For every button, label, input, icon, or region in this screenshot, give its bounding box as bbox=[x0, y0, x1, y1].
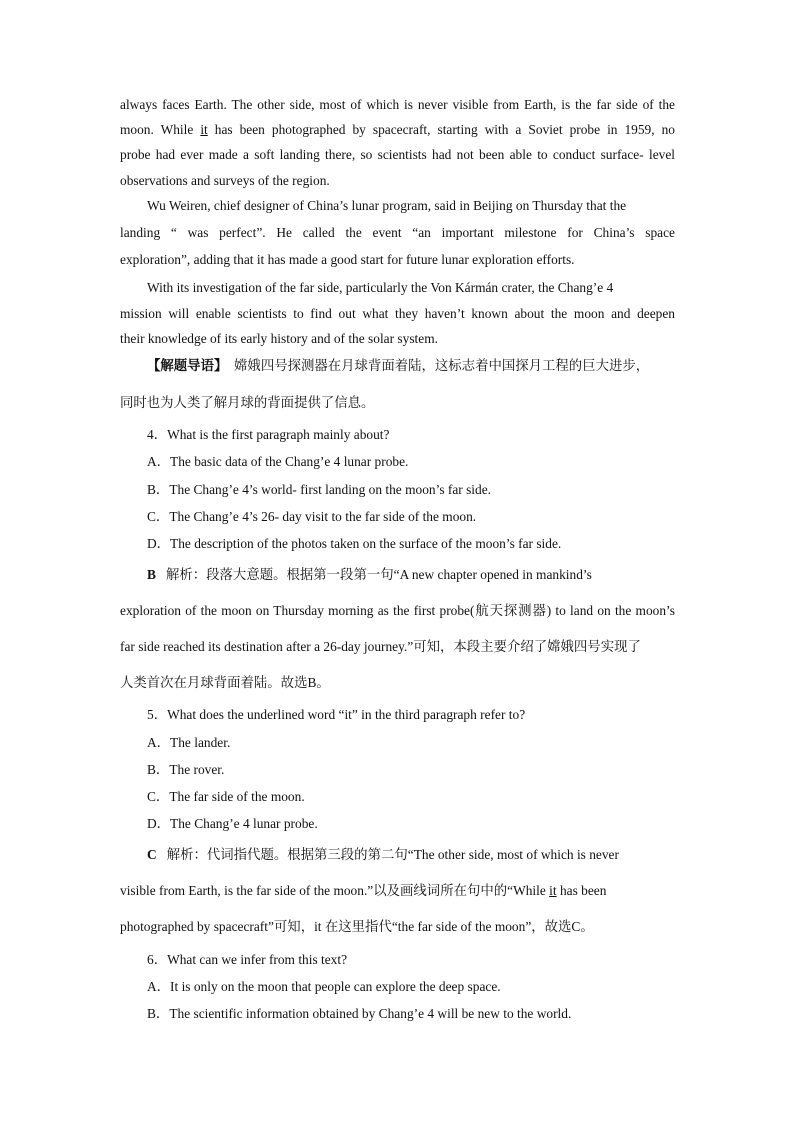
question-stem: 6．What can we infer from this text? bbox=[147, 952, 348, 967]
guide-line: 同时也为人类了解月球的背面提供了信息。 bbox=[120, 395, 375, 410]
text-run: has been photographed by spacecraft, starting with a Soviet probe in 1959, no bbox=[207, 122, 675, 137]
passage-line: Wu Weiren, chief designer of China’s lunar program, said in Beijing on Thursday that the bbox=[147, 198, 627, 213]
guide-label: 【解题导语】 bbox=[147, 358, 228, 373]
option-b: B．The scientific information obtained by Chang’e 4 will be new to the world. bbox=[147, 1006, 572, 1021]
passage-line: probe had ever made a soft landing there, so scientists had not been able to conduct surface- level bbox=[120, 147, 675, 162]
option-b: B．The rover. bbox=[147, 762, 225, 777]
explanation-text: 解析：段落大意题。根据第一段第一句“A new chapter opened in mankind’s bbox=[165, 567, 592, 582]
passage-line: landing “ was perfect”. He called the event “an important milestone for China’s space bbox=[120, 225, 675, 240]
question-stem: 5．What does the underlined word “it” in the third paragraph refer to? bbox=[147, 707, 526, 722]
passage-line: their knowledge of its early history and of the solar system. bbox=[120, 331, 438, 346]
underlined-word: it bbox=[549, 883, 557, 898]
passage-line: always faces Earth. The other side, most of which is never visible from Earth, is the far side of the bbox=[120, 97, 675, 112]
explanation-line: photographed by spacecraft”可知，it 在这里指代“the far side of the moon”，故选C。 bbox=[120, 919, 594, 934]
text-run: has been bbox=[556, 883, 607, 898]
passage-line: mission will enable scientists to find out what they haven’t known about the moon and deepen bbox=[120, 306, 675, 321]
text-run: visible from Earth, is the far side of the moon.”以及画线词所在句中的“While bbox=[120, 883, 550, 898]
option-b: B．The Chang’e 4’s world- first landing on the moon’s far side. bbox=[147, 482, 492, 497]
passage-line: exploration”, adding that it has made a good start for future lunar exploration efforts. bbox=[120, 252, 575, 267]
answer-letter: C bbox=[147, 847, 157, 862]
explanation-line bbox=[147, 566, 675, 584]
question-stem: 4．What is the first paragraph mainly about? bbox=[147, 427, 390, 442]
guide-line bbox=[147, 357, 675, 375]
option-c: C．The far side of the moon. bbox=[147, 789, 305, 804]
passage-line: observations and surveys of the region. bbox=[120, 173, 330, 188]
explanation-line bbox=[147, 846, 675, 864]
answer-letter: B bbox=[147, 567, 156, 582]
option-d: D．The description of the photos taken on the surface of the moon’s far side. bbox=[147, 536, 562, 551]
option-c: C．The Chang’e 4’s 26- day visit to the far side of the moon. bbox=[147, 509, 477, 524]
option-a: A．It is only on the moon that people can explore the deep space. bbox=[147, 979, 501, 994]
option-d: D．The Chang’e 4 lunar probe. bbox=[147, 816, 318, 831]
option-a: A．The lander. bbox=[147, 735, 231, 750]
passage-line: With its investigation of the far side, particularly the Von Kármán crater, the Chang’e 4 bbox=[147, 280, 614, 295]
text-run: moon. While bbox=[120, 122, 201, 137]
explanation-line: exploration of the moon on Thursday morning as the first probe(航天探测器) to land on the moon’s bbox=[120, 603, 675, 618]
guide-text: 嫦娥四号探测器在月球背面着陆，这标志着中国探月工程的巨大进步， bbox=[234, 358, 650, 373]
underlined-word: it bbox=[200, 122, 208, 137]
explanation-line: 人类首次在月球背面着陆。故选B。 bbox=[120, 675, 330, 690]
option-a: A．The basic data of the Chang’e 4 lunar probe. bbox=[147, 454, 409, 469]
explanation-line bbox=[120, 882, 675, 900]
explanation-text: 解析：代词指代题。根据第三段的第二句“The other side, most of which is never bbox=[166, 847, 619, 862]
explanation-line: far side reached its destination after a 26-day journey.”可知，本段主要介绍了嫦娥四号实现了 bbox=[120, 639, 641, 654]
passage-line bbox=[120, 121, 675, 139]
